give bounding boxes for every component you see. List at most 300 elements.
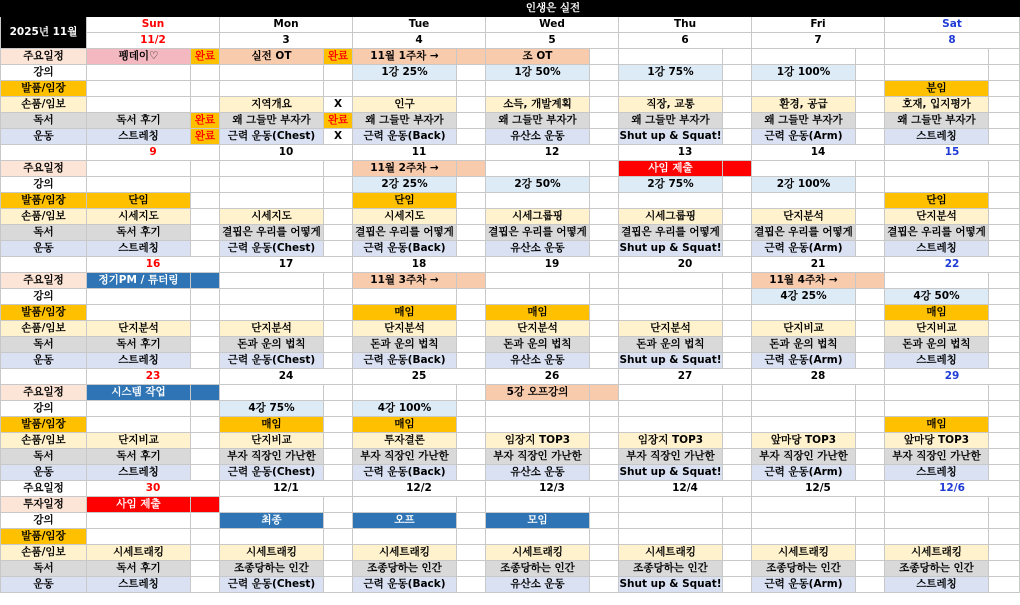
schedule-cell[interactable]: 펭데이♡ bbox=[87, 49, 191, 65]
schedule-cell[interactable] bbox=[220, 273, 324, 289]
status-cell[interactable] bbox=[324, 433, 353, 449]
reading-cell[interactable]: 조종당하는 인간 bbox=[353, 561, 457, 577]
date-cell[interactable]: 24 bbox=[220, 369, 353, 385]
schedule-cell[interactable] bbox=[191, 385, 220, 401]
lecture-cell[interactable]: 4강 100% bbox=[353, 401, 457, 417]
hand-cell[interactable]: 임장지 TOP3 bbox=[486, 433, 590, 449]
status-cell[interactable] bbox=[723, 497, 752, 513]
hand-cell[interactable]: 단지비교 bbox=[752, 321, 856, 337]
status-cell[interactable] bbox=[324, 449, 353, 465]
field-cell[interactable] bbox=[353, 81, 457, 97]
exercise-cell[interactable]: Shut up & Squat! bbox=[619, 577, 723, 593]
reading-cell[interactable]: 조종당하는 인간 bbox=[220, 561, 324, 577]
date-cell[interactable]: 27 bbox=[619, 369, 752, 385]
date-cell[interactable]: 29 bbox=[885, 369, 1020, 385]
schedule-cell[interactable]: 정기PM / 튜터링 bbox=[87, 273, 191, 289]
status-cell[interactable] bbox=[191, 305, 220, 321]
field-cell[interactable] bbox=[220, 305, 324, 321]
date-cell[interactable]: 21 bbox=[752, 257, 885, 273]
status-cell[interactable] bbox=[590, 177, 619, 193]
status-cell[interactable] bbox=[324, 577, 353, 593]
lecture-cell[interactable] bbox=[486, 401, 590, 417]
reading-cell[interactable]: 독서 후기 bbox=[87, 561, 191, 577]
status-cell[interactable] bbox=[191, 401, 220, 417]
schedule-cell[interactable] bbox=[752, 161, 856, 177]
date-cell[interactable]: 11/2 bbox=[87, 33, 220, 49]
status-cell[interactable] bbox=[590, 65, 619, 81]
date-cell[interactable]: 22 bbox=[885, 257, 1020, 273]
exercise-cell[interactable]: Shut up & Squat! bbox=[619, 129, 723, 145]
status-cell[interactable] bbox=[191, 337, 220, 353]
lecture-cell[interactable] bbox=[619, 289, 723, 305]
exercise-cell[interactable]: 스트레칭 bbox=[87, 353, 191, 369]
status-cell[interactable] bbox=[590, 529, 619, 545]
status-cell[interactable] bbox=[324, 225, 353, 241]
exercise-cell[interactable]: 스트레칭 bbox=[87, 129, 191, 145]
schedule-cell[interactable] bbox=[723, 161, 752, 177]
reading-cell[interactable]: 결핍은 우리를 어떻게 bbox=[486, 225, 590, 241]
status-cell[interactable] bbox=[324, 385, 353, 401]
status-cell[interactable] bbox=[457, 465, 486, 481]
field-cell[interactable] bbox=[619, 81, 723, 97]
status-cell[interactable] bbox=[191, 225, 220, 241]
hand-cell[interactable]: 단지분석 bbox=[87, 321, 191, 337]
exercise-cell[interactable]: 스트레칭 bbox=[885, 241, 989, 257]
status-cell[interactable] bbox=[457, 529, 486, 545]
status-cell[interactable] bbox=[723, 177, 752, 193]
hand-cell[interactable]: 지역개요 bbox=[220, 97, 324, 113]
hand-cell[interactable]: 호재, 입지평가 bbox=[885, 97, 989, 113]
lecture-cell[interactable] bbox=[486, 289, 590, 305]
status-cell[interactable] bbox=[590, 225, 619, 241]
status-cell[interactable] bbox=[856, 465, 885, 481]
status-cell[interactable] bbox=[989, 161, 1020, 177]
exercise-cell[interactable]: 근력 운동(Chest) bbox=[220, 577, 324, 593]
reading-cell[interactable]: 왜 그들만 부자가 bbox=[752, 113, 856, 129]
status-cell[interactable] bbox=[324, 289, 353, 305]
field-cell[interactable] bbox=[752, 417, 856, 433]
status-cell[interactable] bbox=[856, 513, 885, 529]
date-cell[interactable]: 19 bbox=[486, 257, 619, 273]
status-cell[interactable] bbox=[590, 49, 619, 65]
status-cell[interactable] bbox=[191, 513, 220, 529]
date-cell[interactable]: 18 bbox=[353, 257, 486, 273]
schedule-cell[interactable] bbox=[752, 49, 856, 65]
status-cell[interactable] bbox=[856, 529, 885, 545]
reading-cell[interactable]: 결핍은 우리를 어떻게 bbox=[619, 225, 723, 241]
status-cell[interactable] bbox=[989, 273, 1020, 289]
status-cell[interactable] bbox=[191, 545, 220, 561]
date-cell[interactable]: 4 bbox=[353, 33, 486, 49]
status-cell[interactable] bbox=[590, 353, 619, 369]
schedule-cell[interactable] bbox=[619, 497, 723, 513]
status-cell[interactable] bbox=[324, 465, 353, 481]
schedule-cell[interactable]: 시스템 작업 bbox=[87, 385, 191, 401]
status-cell[interactable] bbox=[856, 193, 885, 209]
field-cell[interactable] bbox=[619, 305, 723, 321]
exercise-cell[interactable]: 스트레칭 bbox=[885, 465, 989, 481]
lecture-cell[interactable] bbox=[220, 177, 324, 193]
exercise-cell[interactable]: 스트레칭 bbox=[87, 465, 191, 481]
exercise-cell[interactable]: Shut up & Squat! bbox=[619, 241, 723, 257]
status-cell[interactable] bbox=[723, 273, 752, 289]
schedule-cell[interactable] bbox=[191, 497, 220, 513]
date-cell[interactable]: 7 bbox=[752, 33, 885, 49]
field-cell[interactable]: 단임 bbox=[353, 193, 457, 209]
schedule-cell[interactable] bbox=[486, 497, 590, 513]
date-cell[interactable]: 12/1 bbox=[220, 481, 353, 497]
exercise-cell[interactable]: 스트레칭 bbox=[87, 577, 191, 593]
status-cell[interactable] bbox=[590, 321, 619, 337]
status-cell[interactable] bbox=[457, 289, 486, 305]
status-cell[interactable] bbox=[191, 433, 220, 449]
hand-cell[interactable]: 단지비교 bbox=[220, 433, 324, 449]
status-cell[interactable] bbox=[457, 353, 486, 369]
status-cell[interactable] bbox=[989, 81, 1020, 97]
lecture-cell[interactable] bbox=[752, 513, 856, 529]
exercise-cell[interactable]: 근력 운동(Arm) bbox=[752, 465, 856, 481]
status-cell[interactable] bbox=[723, 193, 752, 209]
hand-cell[interactable]: 임장지 TOP3 bbox=[619, 433, 723, 449]
exercise-cell[interactable]: 근력 운동(Chest) bbox=[220, 129, 324, 145]
reading-cell[interactable]: 부자 직장인 가난한 bbox=[486, 449, 590, 465]
status-cell[interactable] bbox=[856, 241, 885, 257]
status-cell[interactable] bbox=[856, 81, 885, 97]
schedule-cell[interactable]: 5강 오프강의 bbox=[486, 385, 590, 401]
exercise-cell[interactable]: 근력 운동(Arm) bbox=[752, 129, 856, 145]
date-cell[interactable]: 14 bbox=[752, 145, 885, 161]
status-cell[interactable] bbox=[723, 417, 752, 433]
date-cell[interactable]: 3 bbox=[220, 33, 353, 49]
hand-cell[interactable] bbox=[87, 97, 191, 113]
status-cell[interactable] bbox=[191, 161, 220, 177]
hand-cell[interactable]: 투자결론 bbox=[353, 433, 457, 449]
lecture-cell[interactable]: 2강 25% bbox=[353, 177, 457, 193]
status-cell[interactable] bbox=[989, 177, 1020, 193]
field-cell[interactable] bbox=[486, 417, 590, 433]
schedule-cell[interactable]: 11월 4주차 → bbox=[752, 273, 856, 289]
status-cell[interactable] bbox=[856, 65, 885, 81]
exercise-cell[interactable]: 근력 운동(Arm) bbox=[752, 353, 856, 369]
date-cell[interactable]: 16 bbox=[87, 257, 220, 273]
status-cell[interactable] bbox=[324, 209, 353, 225]
status-cell[interactable] bbox=[856, 353, 885, 369]
status-cell[interactable] bbox=[324, 561, 353, 577]
status-cell[interactable] bbox=[457, 97, 486, 113]
reading-cell[interactable]: 조종당하는 인간 bbox=[752, 561, 856, 577]
status-cell[interactable] bbox=[324, 417, 353, 433]
hand-cell[interactable]: 앞마당 TOP3 bbox=[885, 433, 989, 449]
schedule-cell[interactable] bbox=[619, 49, 723, 65]
status-cell[interactable] bbox=[989, 321, 1020, 337]
date-cell[interactable]: 12/4 bbox=[619, 481, 752, 497]
date-cell[interactable]: 26 bbox=[486, 369, 619, 385]
field-cell[interactable] bbox=[353, 529, 457, 545]
status-cell[interactable] bbox=[723, 289, 752, 305]
hand-cell[interactable]: 시세트래킹 bbox=[486, 545, 590, 561]
reading-cell[interactable]: 돈과 운의 법칙 bbox=[353, 337, 457, 353]
status-cell[interactable] bbox=[191, 529, 220, 545]
schedule-cell[interactable] bbox=[856, 273, 885, 289]
exercise-cell[interactable]: 근력 운동(Back) bbox=[353, 465, 457, 481]
hand-cell[interactable]: 앞마당 TOP3 bbox=[752, 433, 856, 449]
status-cell[interactable] bbox=[723, 49, 752, 65]
schedule-cell[interactable] bbox=[353, 497, 457, 513]
reading-cell[interactable]: 조종당하는 인간 bbox=[885, 561, 989, 577]
exercise-cell[interactable]: Shut up & Squat! bbox=[619, 465, 723, 481]
schedule-cell[interactable] bbox=[619, 273, 723, 289]
status-cell[interactable] bbox=[457, 81, 486, 97]
status-cell[interactable] bbox=[989, 97, 1020, 113]
status-cell[interactable] bbox=[723, 241, 752, 257]
hand-cell[interactable]: 단지분석 bbox=[619, 321, 723, 337]
schedule-cell[interactable] bbox=[457, 273, 486, 289]
status-cell[interactable] bbox=[457, 225, 486, 241]
date-cell[interactable]: 23 bbox=[87, 369, 220, 385]
status-cell[interactable] bbox=[989, 545, 1020, 561]
status-cell[interactable] bbox=[989, 529, 1020, 545]
status-cell[interactable] bbox=[590, 465, 619, 481]
status-cell[interactable] bbox=[723, 465, 752, 481]
hand-cell[interactable]: 소득, 개발계획 bbox=[486, 97, 590, 113]
lecture-cell[interactable]: 4강 50% bbox=[885, 289, 989, 305]
status-cell[interactable] bbox=[590, 209, 619, 225]
status-cell[interactable] bbox=[856, 433, 885, 449]
exercise-cell[interactable]: 근력 운동(Back) bbox=[353, 353, 457, 369]
lecture-cell[interactable] bbox=[885, 401, 989, 417]
status-cell[interactable] bbox=[324, 161, 353, 177]
status-cell[interactable] bbox=[457, 305, 486, 321]
reading-cell[interactable]: 왜 그들만 부자가 bbox=[619, 113, 723, 129]
reading-cell[interactable]: 조종당하는 인간 bbox=[619, 561, 723, 577]
status-cell[interactable] bbox=[856, 161, 885, 177]
status-cell[interactable] bbox=[457, 113, 486, 129]
field-cell[interactable] bbox=[752, 81, 856, 97]
reading-cell[interactable]: 독서 후기 bbox=[87, 449, 191, 465]
lecture-cell[interactable]: 오프 bbox=[353, 513, 457, 529]
field-cell[interactable] bbox=[220, 81, 324, 97]
status-cell[interactable] bbox=[191, 177, 220, 193]
schedule-cell[interactable]: 사임 제출 bbox=[619, 161, 723, 177]
field-cell[interactable] bbox=[752, 529, 856, 545]
status-cell[interactable] bbox=[590, 97, 619, 113]
field-cell[interactable] bbox=[619, 193, 723, 209]
field-cell[interactable] bbox=[220, 193, 324, 209]
status-cell[interactable] bbox=[989, 465, 1020, 481]
field-cell[interactable] bbox=[87, 417, 191, 433]
hand-cell[interactable]: 시세트래킹 bbox=[619, 545, 723, 561]
field-cell[interactable]: 분임 bbox=[885, 81, 989, 97]
status-cell[interactable] bbox=[856, 337, 885, 353]
reading-cell[interactable]: 돈과 운의 법칙 bbox=[486, 337, 590, 353]
status-cell[interactable] bbox=[324, 529, 353, 545]
status-cell[interactable] bbox=[856, 577, 885, 593]
lecture-cell[interactable]: 2강 50% bbox=[486, 177, 590, 193]
schedule-cell[interactable] bbox=[752, 497, 856, 513]
exercise-cell[interactable]: 근력 운동(Chest) bbox=[220, 353, 324, 369]
status-cell[interactable] bbox=[723, 129, 752, 145]
schedule-cell[interactable] bbox=[486, 161, 590, 177]
status-cell[interactable] bbox=[191, 65, 220, 81]
status-cell[interactable] bbox=[723, 449, 752, 465]
schedule-cell[interactable]: 조 OT bbox=[486, 49, 590, 65]
status-cell[interactable] bbox=[324, 241, 353, 257]
field-cell[interactable] bbox=[486, 81, 590, 97]
x-mark[interactable]: X bbox=[324, 97, 353, 113]
status-cell[interactable] bbox=[324, 193, 353, 209]
lecture-cell[interactable]: 4강 25% bbox=[752, 289, 856, 305]
date-cell[interactable]: 12 bbox=[486, 145, 619, 161]
status-cell[interactable] bbox=[324, 81, 353, 97]
schedule-cell[interactable] bbox=[191, 273, 220, 289]
status-cell[interactable] bbox=[723, 113, 752, 129]
status-cell[interactable] bbox=[856, 401, 885, 417]
status-cell[interactable] bbox=[590, 497, 619, 513]
status-cell[interactable] bbox=[989, 433, 1020, 449]
hand-cell[interactable]: 시세트래킹 bbox=[220, 545, 324, 561]
field-cell[interactable] bbox=[619, 417, 723, 433]
exercise-cell[interactable]: 스트레칭 bbox=[87, 241, 191, 257]
lecture-cell[interactable] bbox=[87, 289, 191, 305]
status-cell[interactable] bbox=[324, 337, 353, 353]
status-cell[interactable] bbox=[723, 433, 752, 449]
lecture-cell[interactable] bbox=[885, 177, 989, 193]
field-cell[interactable] bbox=[752, 193, 856, 209]
date-cell[interactable]: 5 bbox=[486, 33, 619, 49]
status-cell[interactable] bbox=[457, 177, 486, 193]
status-cell[interactable] bbox=[989, 513, 1020, 529]
hand-cell[interactable]: 단지분석 bbox=[353, 321, 457, 337]
schedule-cell[interactable] bbox=[220, 161, 324, 177]
status-cell[interactable] bbox=[856, 209, 885, 225]
date-cell[interactable]: 15 bbox=[885, 145, 1020, 161]
status-cell[interactable] bbox=[723, 513, 752, 529]
hand-cell[interactable]: 시세지도 bbox=[87, 209, 191, 225]
status-cell[interactable] bbox=[590, 273, 619, 289]
status-cell[interactable] bbox=[989, 129, 1020, 145]
status-cell[interactable] bbox=[324, 353, 353, 369]
field-cell[interactable] bbox=[87, 305, 191, 321]
exercise-cell[interactable]: 스트레칭 bbox=[885, 353, 989, 369]
lecture-cell[interactable]: 4강 75% bbox=[220, 401, 324, 417]
date-cell[interactable]: 12/2 bbox=[353, 481, 486, 497]
reading-cell[interactable]: 부자 직장인 가난한 bbox=[885, 449, 989, 465]
lecture-cell[interactable]: 2강 100% bbox=[752, 177, 856, 193]
status-cell[interactable] bbox=[457, 577, 486, 593]
date-cell[interactable]: 30 bbox=[87, 481, 220, 497]
exercise-cell[interactable]: 유산소 운동 bbox=[486, 129, 590, 145]
reading-cell[interactable]: 독서 후기 bbox=[87, 337, 191, 353]
status-cell[interactable] bbox=[590, 305, 619, 321]
reading-cell[interactable]: 독서 후기 bbox=[87, 225, 191, 241]
status-cell[interactable] bbox=[590, 129, 619, 145]
schedule-cell[interactable] bbox=[220, 497, 324, 513]
schedule-cell[interactable] bbox=[87, 161, 191, 177]
exercise-cell[interactable]: 유산소 운동 bbox=[486, 353, 590, 369]
date-cell[interactable]: 25 bbox=[353, 369, 486, 385]
schedule-cell[interactable] bbox=[220, 385, 324, 401]
schedule-cell[interactable] bbox=[885, 273, 989, 289]
hand-cell[interactable]: 시세트래킹 bbox=[885, 545, 989, 561]
date-cell[interactable]: 8 bbox=[885, 33, 1020, 49]
status-cell[interactable] bbox=[457, 449, 486, 465]
status-cell[interactable] bbox=[457, 129, 486, 145]
done-badge[interactable]: 완료 bbox=[324, 113, 353, 129]
hand-cell[interactable]: 단지비교 bbox=[87, 433, 191, 449]
done-badge[interactable]: 완료 bbox=[191, 49, 220, 65]
status-cell[interactable] bbox=[191, 209, 220, 225]
schedule-cell[interactable] bbox=[885, 497, 989, 513]
status-cell[interactable] bbox=[457, 417, 486, 433]
status-cell[interactable] bbox=[324, 305, 353, 321]
lecture-cell[interactable]: 1강 100% bbox=[752, 65, 856, 81]
status-cell[interactable] bbox=[856, 49, 885, 65]
field-cell[interactable]: 매임 bbox=[885, 417, 989, 433]
date-cell[interactable]: 9 bbox=[87, 145, 220, 161]
exercise-cell[interactable]: 유산소 운동 bbox=[486, 577, 590, 593]
status-cell[interactable] bbox=[324, 513, 353, 529]
hand-cell[interactable]: 단지분석 bbox=[220, 321, 324, 337]
schedule-cell[interactable] bbox=[457, 49, 486, 65]
lecture-cell[interactable]: 모임 bbox=[486, 513, 590, 529]
status-cell[interactable] bbox=[856, 545, 885, 561]
status-cell[interactable] bbox=[590, 113, 619, 129]
status-cell[interactable] bbox=[191, 193, 220, 209]
status-cell[interactable] bbox=[590, 513, 619, 529]
status-cell[interactable] bbox=[590, 337, 619, 353]
hand-cell[interactable]: 인구 bbox=[353, 97, 457, 113]
status-cell[interactable] bbox=[989, 417, 1020, 433]
field-cell[interactable] bbox=[87, 81, 191, 97]
status-cell[interactable] bbox=[590, 193, 619, 209]
status-cell[interactable] bbox=[856, 113, 885, 129]
reading-cell[interactable]: 왜 그들만 부자가 bbox=[486, 113, 590, 129]
status-cell[interactable] bbox=[989, 353, 1020, 369]
hand-cell[interactable]: 직장, 교통 bbox=[619, 97, 723, 113]
date-cell[interactable]: 28 bbox=[752, 369, 885, 385]
status-cell[interactable] bbox=[590, 417, 619, 433]
exercise-cell[interactable]: 근력 운동(Arm) bbox=[752, 241, 856, 257]
status-cell[interactable] bbox=[457, 385, 486, 401]
field-cell[interactable]: 단임 bbox=[87, 193, 191, 209]
lecture-cell[interactable] bbox=[87, 65, 191, 81]
exercise-cell[interactable]: 유산소 운동 bbox=[486, 465, 590, 481]
status-cell[interactable] bbox=[324, 497, 353, 513]
reading-cell[interactable]: 돈과 운의 법칙 bbox=[752, 337, 856, 353]
hand-cell[interactable]: 단지비교 bbox=[885, 321, 989, 337]
exercise-cell[interactable]: 유산소 운동 bbox=[486, 241, 590, 257]
lecture-cell[interactable] bbox=[752, 401, 856, 417]
status-cell[interactable] bbox=[856, 561, 885, 577]
schedule-cell[interactable] bbox=[885, 385, 989, 401]
reading-cell[interactable]: 왜 그들만 부자가 bbox=[885, 113, 989, 129]
schedule-cell[interactable] bbox=[457, 161, 486, 177]
field-cell[interactable] bbox=[486, 529, 590, 545]
status-cell[interactable] bbox=[989, 337, 1020, 353]
exercise-cell[interactable]: 근력 운동(Back) bbox=[353, 577, 457, 593]
lecture-cell[interactable] bbox=[87, 177, 191, 193]
status-cell[interactable] bbox=[723, 81, 752, 97]
field-cell[interactable]: 매임 bbox=[885, 305, 989, 321]
status-cell[interactable] bbox=[723, 385, 752, 401]
status-cell[interactable] bbox=[191, 561, 220, 577]
status-cell[interactable] bbox=[989, 49, 1020, 65]
status-cell[interactable] bbox=[590, 433, 619, 449]
lecture-cell[interactable] bbox=[885, 65, 989, 81]
status-cell[interactable] bbox=[457, 561, 486, 577]
status-cell[interactable] bbox=[723, 209, 752, 225]
status-cell[interactable] bbox=[191, 577, 220, 593]
